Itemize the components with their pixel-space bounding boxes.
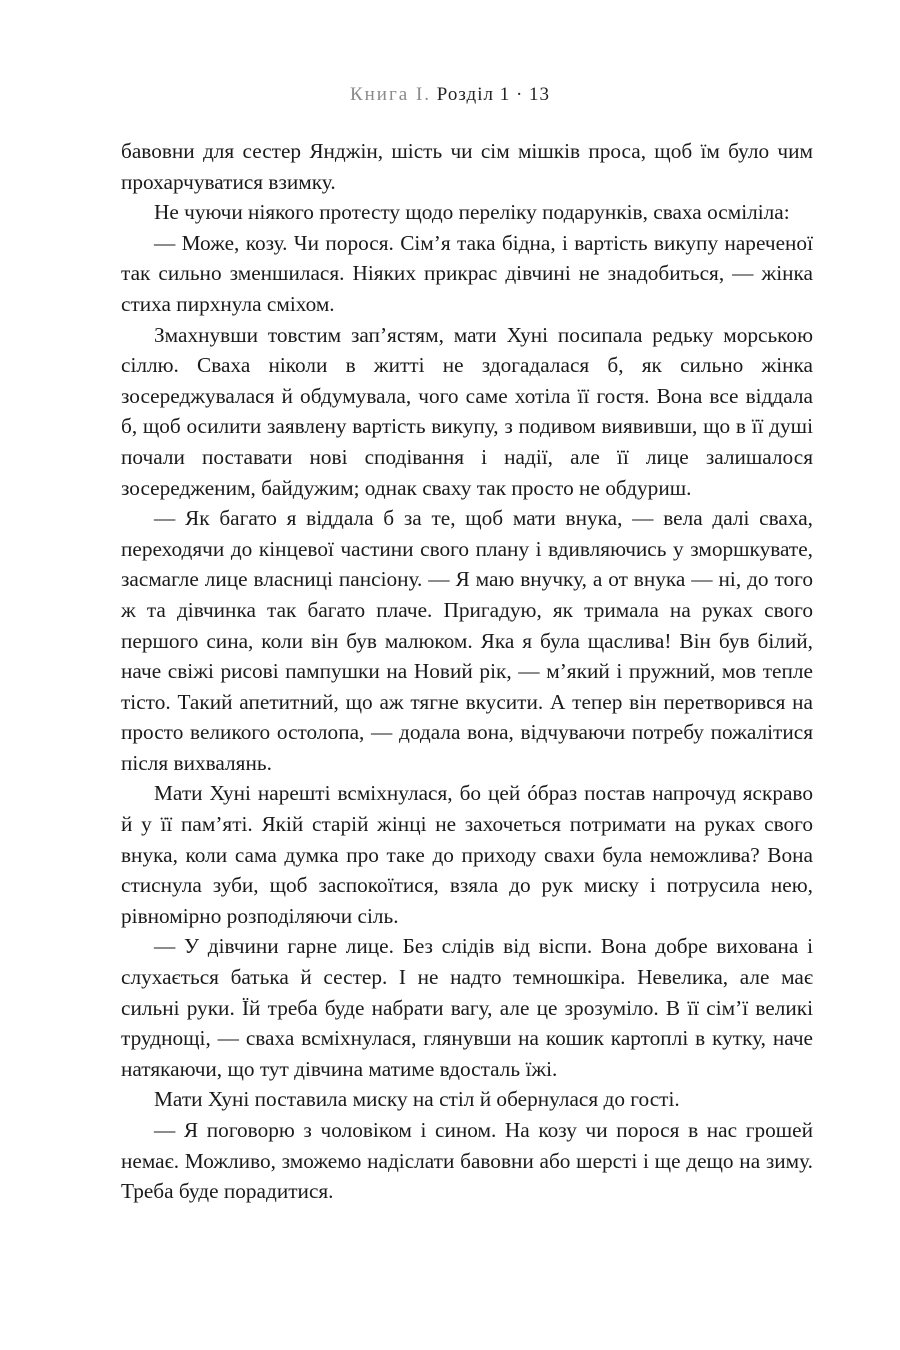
- paragraph: Не чуючи ніякого протесту щодо переліку подарунків, сваха осміліла:: [154, 200, 790, 225]
- paragraph-dialogue: — Я поговорю з чоловіком і сином. На козу чи порося в нас грошей немає. Можливо, зможемо надіслати бавовни або шерсті і ще дещо на зиму. Треба буде порадитися.: [121, 1118, 813, 1204]
- paragraph-dialogue: — Може, козу. Чи порося. Сім’я така бідна, і вартість викупу нареченої так сильно зменшилася. Ніяких прикрас дівчині не знадобиться, — жінка стиха пирхнула сміхом.: [121, 230, 813, 316]
- book-label: Книга І.: [349, 84, 432, 105]
- running-header: [0, 84, 900, 106]
- paragraph: Мати Хуні поставила миску на стіл й обернулася до гості.: [154, 1087, 680, 1112]
- header-separator: ·: [515, 84, 524, 105]
- paragraph-dialogue: — Як багато я віддала б за те, щоб мати внука, — вела далі сваха, переходячи до кінцевої частини свого плану і вдивляючись у зморшкувате, засмагле лице власниці пансіону. — Я маю внучку, а от внука — ні, до того ж та дівчинка так багато плаче. Пригадую, як тримала на руках свого першого сина, коли він був малюком. Яка я була щаслива! Він був білий, наче свіжі рисові пампушки на Новий рік, — м’який і пружний, мов тепле тісто. Такий апетитний, що аж тягне вкусити. А тепер він перетворився на просто великого остолопа, — додала вона, відчуваючи потребу пожалітися після вихвалянь.: [121, 506, 813, 775]
- paragraph: Мати Хуні нарешті всміхнулася, бо цей óбраз постав напрочуд яскраво й у її пам’яті. Якій старій жінці не захочеться потримати на руках свого внука, коли сама думка про таке до приходу свахи була неможлива? Вона стиснула зуби, щоб заспокоїтися, взяла до рук миску і потрусила нею, рівномірно розподіляючи сіль.: [121, 781, 813, 928]
- paragraph: Змахнувши товстим зап’ястям, мати Хуні посипала редьку морською сіллю. Сваха ніколи в житті не здогадалася б, як сильно жінка зосереджувалася й обдумувала, чого саме хотіла її гостя. Вона все віддала б, щоб осилити заявлену вартість викупу, з подивом виявивши, що в її душі почали поставати нові сподівання і надії, але її лице залишалося зосередженим, байдужим; однак сваху так просто не обдуриш.: [121, 322, 813, 500]
- body-text: [121, 136, 813, 1207]
- chapter-label: Розділ 1: [436, 84, 511, 105]
- paragraph-continued: бавовни для сестер Янджін, шість чи сім мішків проса, щоб їм було чим прохарчуватися взимку.: [121, 139, 813, 194]
- paragraph-dialogue: — У дівчини гарне лице. Без слідів від віспи. Вона добре вихована і слухається батька й сестер. І не надто темношкіра. Невелика, але має сильні руки. Їй треба буде набрати вагу, але це зрозуміло. В її сім’ї великі труднощі, — сваха всміхнулася, глянувши на кошик картоплі в кутку, наче натякаючи, що тут дівчина матиме вдосталь їжі.: [121, 934, 813, 1081]
- page-number: 13: [529, 84, 551, 105]
